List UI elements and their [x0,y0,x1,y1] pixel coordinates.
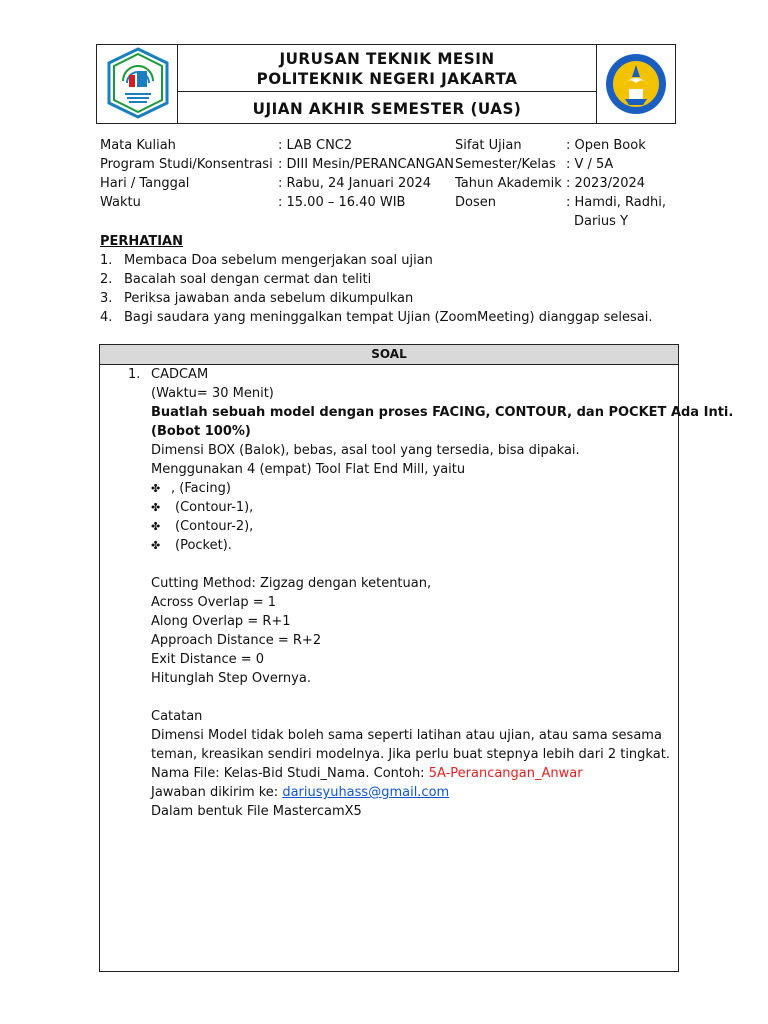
info-label-2: Tahun Akademik [455,176,562,191]
tool-item-text: (Contour-1), [175,500,254,515]
question-number: 1. [128,367,141,382]
info-value: : 15.00 – 16.40 WIB [278,195,406,210]
across-overlap: Across Overlap = 1 [151,595,277,610]
exam-title: UJIAN AKHIR SEMESTER (UAS) [252,99,522,118]
info-value-2: : Hamdi, Radhi, [566,195,666,210]
institution-title: POLITEKNIK NEGERI JAKARTA [256,69,518,88]
info-value-2: : V / 5A [566,157,614,172]
question-instruction: Buatlah sebuah model dengan proses FACING, CONTOUR, dan POCKET Ada Inti. [151,405,734,420]
attention-section [100,232,653,327]
dosen-continuation: Darius Y [574,214,629,229]
attention-title: PERHATIAN [100,234,183,249]
tools-intro: Menggunakan 4 (empat) Tool Flat End Mill, yaitu [151,462,466,477]
tut-wuri-handayani-icon [603,49,669,119]
file-name-line [151,764,671,783]
list-item-text: Bagi saudara yang meninggalkan tempat Ujian (ZoomMeeting) dianggap selesai. [124,310,653,325]
info-value-2: : Open Book [566,138,646,153]
file-name-example: 5A-Perancangan_Anwar [428,766,583,781]
pnj-logo-icon [105,47,171,119]
info-value: : LAB CNC2 [278,138,353,153]
right-logo-cell [596,45,675,123]
left-logo-cell [97,45,178,123]
header-divider [178,91,596,92]
info-value: : DIII Mesin/PERANCANGAN [278,157,454,172]
exam-header [96,44,676,124]
info-label: Mata Kuliah [100,138,176,153]
question-title: CADCAM [151,367,209,382]
tool-item [151,517,671,536]
list-item-text: Periksa jawaban anda sebelum dikumpulkan [124,291,414,306]
list-item-text: Bacalah soal dengan cermat dan teliti [124,272,372,287]
bullet-icon: ✤ [151,501,161,514]
bullet-icon: ✤ [151,520,161,533]
list-item: 2. Bacalah soal dengan cermat dan teliti [100,272,372,287]
along-overlap: Along Overlap = R+1 [151,614,291,629]
info-label: Program Studi/Konsentrasi [100,157,273,172]
submit-line [151,783,671,802]
bullet-icon: ✤ [151,539,161,552]
dimension-text: Dimensi BOX (Balok), bebas, asal tool yang tersedia, bisa dipakai. [151,443,580,458]
info-label: Hari / Tanggal [100,176,190,191]
question-time: (Waktu= 30 Menit) [151,386,274,401]
tool-item [151,536,671,555]
cutting-method: Cutting Method: Zigzag dengan ketentuan, [151,576,432,591]
question-header: SOAL [100,345,678,365]
notes-line-1: Dimensi Model tidak boleh sama seperti latihan atau ujian, atau sama sesama [151,728,662,743]
tool-item [151,479,671,498]
info-label: Waktu [100,195,141,210]
approach-distance: Approach Distance = R+2 [151,633,322,648]
list-item-text: Membaca Doa sebelum mengerjakan soal ujian [124,253,433,268]
file-name-label: Nama File: Kelas-Bid Studi_Nama. Contoh: [151,766,429,781]
notes-title: Catatan [151,709,203,724]
info-value-2: : 2023/2024 [566,176,646,191]
question-box [99,344,734,972]
info-label-2: Semester/Kelas [455,157,556,172]
email-link[interactable]: dariusyuhass@gmail.com [282,785,450,800]
spacer [151,688,671,707]
question-weight: (Bobot 100%) [151,424,251,439]
list-item: 4. Bagi saudara yang meninggalkan tempat Ujian (ZoomMeeting) dianggap selesai. [100,310,653,325]
tool-item-text: (Pocket). [175,538,232,553]
tool-item-text: , (Facing) [171,481,231,496]
tool-item [151,498,671,517]
question-content [151,365,734,821]
exit-distance: Exit Distance = 0 [151,652,265,667]
info-label-2: Sifat Ujian [455,138,522,153]
list-item: 3. Periksa jawaban anda sebelum dikumpulkan [100,291,414,306]
attention-list [100,251,653,327]
info-label-2: Dosen [455,195,496,210]
spacer [151,555,671,574]
step-over-task: Hitunglah Step Overnya. [151,671,311,686]
submit-label: Jawaban dikirim ke: [151,785,283,800]
department-title: JURUSAN TEKNIK MESIN [279,49,495,68]
tool-item-text: (Contour-2), [175,519,254,534]
bullet-icon: ✤ [151,482,161,495]
info-value: : Rabu, 24 Januari 2024 [278,176,432,191]
notes-line-2: teman, kreasikan sendiri modelnya. Jika perlu buat stepnya lebih dari 2 tingkat. [151,747,670,762]
list-item: 1. Membaca Doa sebelum mengerjakan soal ujian [100,253,433,268]
file-format: Dalam bentuk File MastercamX5 [151,804,362,819]
